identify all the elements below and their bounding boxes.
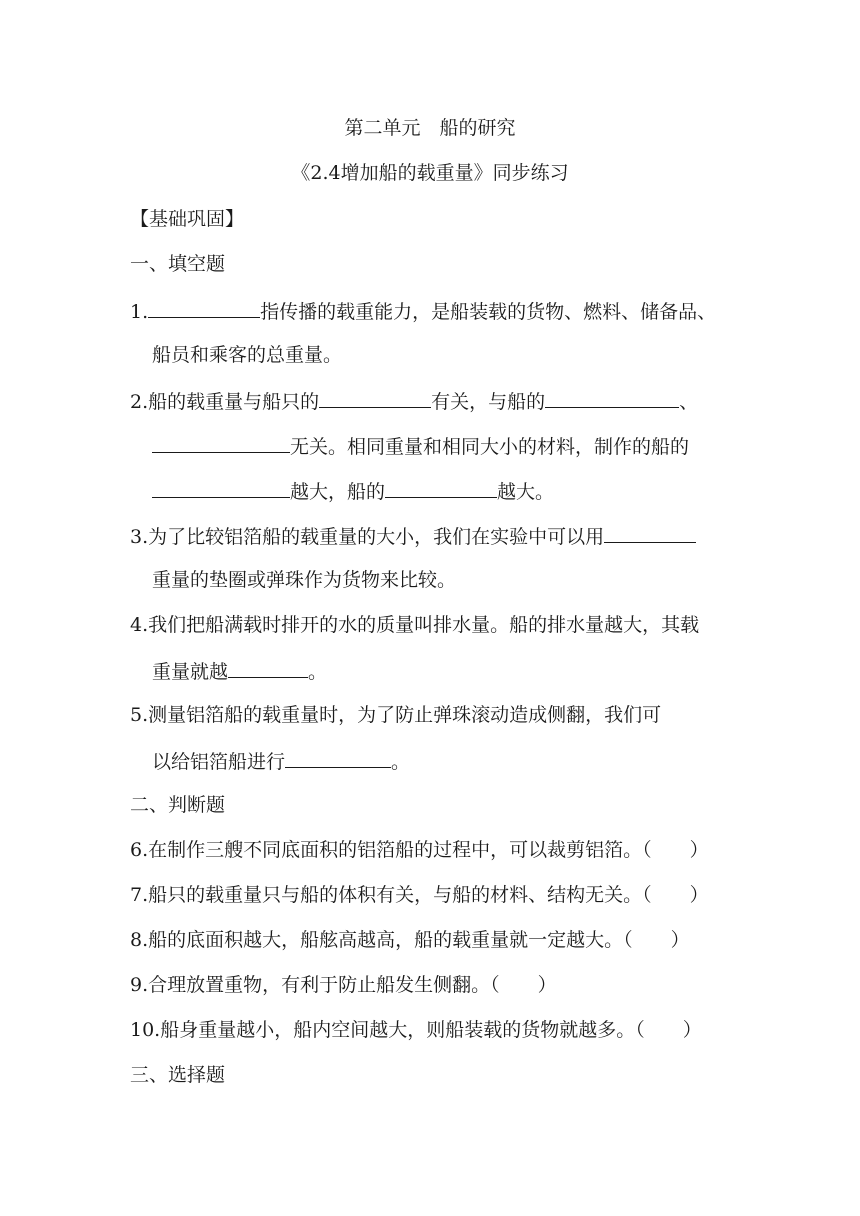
question-4-cont — [152, 657, 327, 685]
question-number: 5. — [130, 704, 149, 726]
answer-blank[interactable] — [385, 477, 497, 498]
question-text: 在制作三艘不同底面积的铝箔船的过程中，可以裁剪铝箔。（ ） — [148, 839, 709, 861]
judge-item-9 — [130, 972, 557, 998]
question-text: 。 — [391, 751, 411, 773]
answer-blank[interactable] — [152, 432, 290, 453]
question-2-cont2 — [152, 477, 554, 505]
question-5 — [130, 702, 661, 728]
question-text: 有关，与船的 — [431, 391, 546, 413]
question-text: 越大，船的 — [290, 481, 386, 503]
question-3-cont: 重量的垫圈或弹珠作为货物来比较。 — [152, 569, 457, 591]
question-text: 为了比较铝箔船的载重量的大小，我们在实验中可以用 — [148, 526, 605, 548]
question-number: 3. — [130, 526, 149, 548]
question-text: 、 — [679, 391, 699, 413]
question-text: 重量就越 — [152, 661, 229, 683]
judge-item-10 — [130, 1017, 702, 1043]
question-3 — [130, 522, 696, 550]
answer-blank[interactable] — [604, 522, 696, 543]
judge-item-6 — [130, 837, 709, 863]
lesson-title: 《2.4增加船的载重量》同步练习 — [291, 162, 569, 184]
question-number: 1. — [130, 301, 149, 323]
question-text: 合理放置重物，有利于防止船发生侧翻。（ ） — [148, 974, 557, 996]
judge-item-7 — [130, 882, 709, 908]
question-text: 船的底面积越大，船舷高越高，船的载重量就一定越大。（ ） — [148, 929, 690, 951]
question-text: 船的载重量与船只的 — [148, 391, 320, 413]
part2-heading: 二、判断题 — [130, 794, 226, 816]
question-text: 无关。相同重量和相同大小的材料，制作的船的 — [290, 436, 690, 458]
question-text: 测量铝箔船的载重量时，为了防止弹珠滚动造成侧翻，我们可 — [148, 704, 662, 726]
question-text: 我们把船满载时排开的水的质量叫排水量。船的排水量越大，其载 — [148, 614, 700, 636]
judge-item-8 — [130, 927, 690, 953]
question-number: 7. — [130, 884, 149, 906]
question-number: 10. — [130, 1019, 161, 1041]
unit-title: 第二单元 船的研究 — [344, 117, 516, 139]
part3-heading: 三、选择题 — [130, 1064, 226, 1086]
question-text: 越大。 — [497, 481, 555, 503]
question-2 — [130, 387, 698, 415]
question-number: 6. — [130, 839, 149, 861]
question-text: 。 — [308, 661, 328, 683]
question-5-cont — [152, 747, 410, 775]
question-text: 船只的载重量只与船的体积有关，与船的材料、结构无关。（ ） — [148, 884, 709, 906]
question-text: 船身重量越小，船内空间越大，则船装载的货物就越多。（ ） — [160, 1019, 702, 1041]
section-basic-label: 【基础巩固】 — [130, 208, 245, 230]
question-1-cont: 船员和乘客的总重量。 — [152, 344, 343, 366]
question-number: 4. — [130, 614, 149, 636]
answer-blank[interactable] — [228, 657, 308, 678]
question-text: 指传播的载重能力，是船装载的货物、燃料、储备品、 — [260, 301, 717, 323]
question-text: 以给铝箔船进行 — [152, 751, 286, 773]
question-2-cont — [152, 432, 689, 460]
question-number: 8. — [130, 929, 149, 951]
answer-blank[interactable] — [319, 387, 431, 408]
answer-blank[interactable] — [285, 747, 391, 768]
question-number: 2. — [130, 391, 149, 413]
part1-heading: 一、填空题 — [130, 253, 226, 275]
question-1 — [130, 297, 716, 325]
answer-blank[interactable] — [152, 477, 290, 498]
question-number: 9. — [130, 974, 149, 996]
answer-blank[interactable] — [545, 387, 679, 408]
answer-blank[interactable] — [148, 297, 260, 318]
question-4 — [130, 612, 699, 638]
